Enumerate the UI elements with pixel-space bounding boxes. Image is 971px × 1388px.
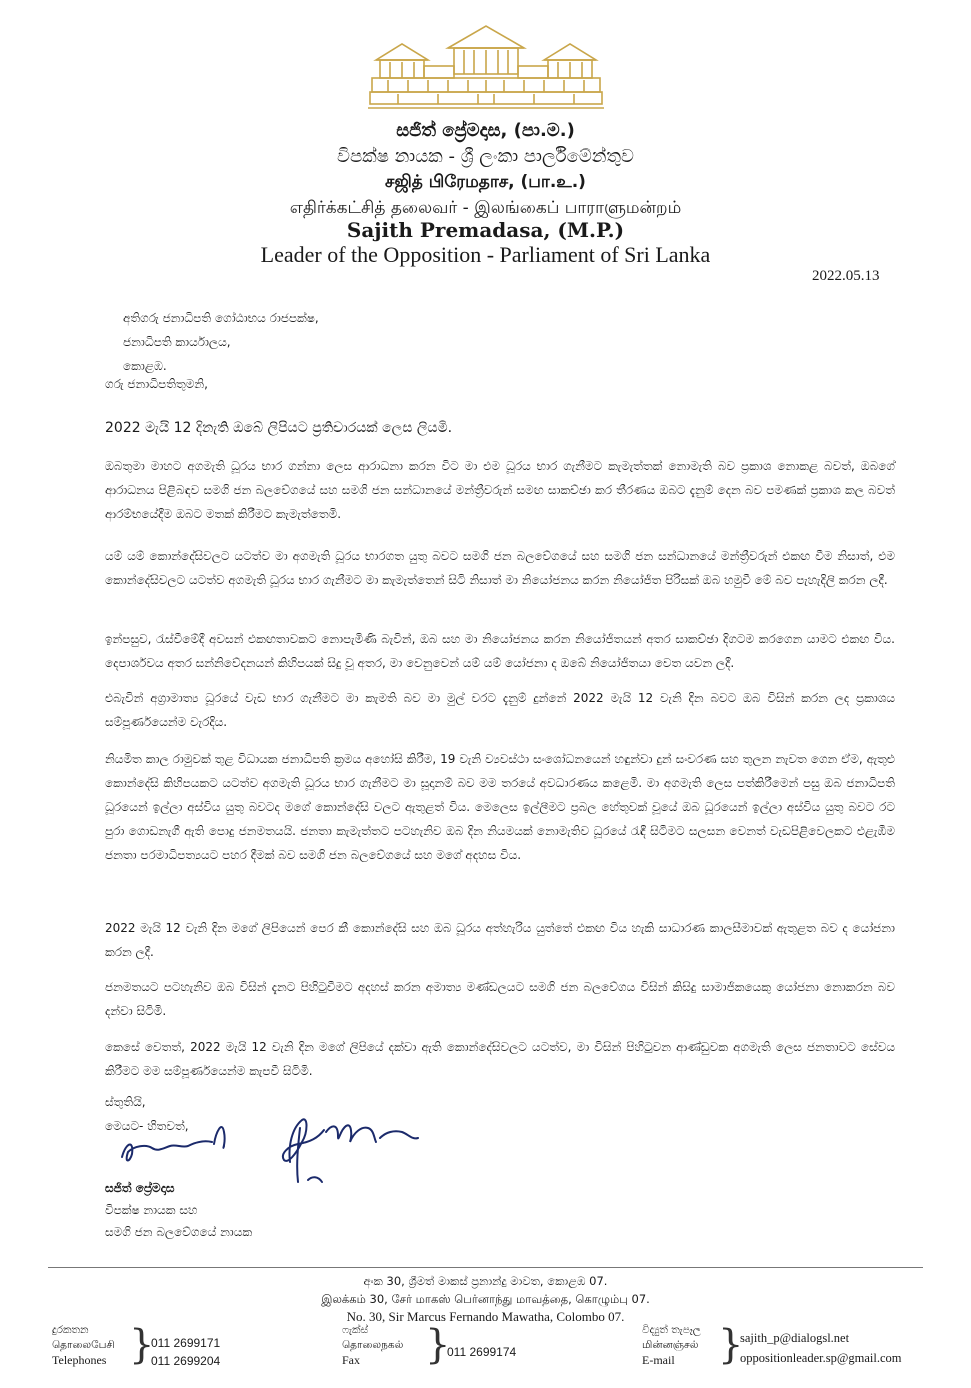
footer-address-sinhala: අංක 30, ශ්‍රීමත් මාකස් ප්‍රනාන්දු මාවත, කොළඹ 07. <box>363 1274 608 1288</box>
signatory-role: සමගි ජන බලවේගයේ නායක <box>105 1225 253 1239</box>
letterhead-title-sinhala: විපක්ෂ නායක - ශ්‍රී ලංකා පාර්ලිමේන්තුව <box>337 146 634 167</box>
body-paragraph: ඉන්පසුව, රැස්වීමේදී අවසන් එකඟතාවකට නොපැමිණි බැවින්, ඔබ සහ මා නියෝජනය කරන නියෝජිතයන් අතර සාකච්ඡා දිගටම කරගෙන යාමට එකඟ විය. දෙපාර්ශවය අතර සන්නිවේදනයන් කිහිපයක් සිදු වූ අතර, මා වෙනුවෙන් යම් යම් යෝජනා ද ඔබේ නියෝජිතයා වෙත යවන ලදී. <box>105 632 895 670</box>
telephone-label-english: Telephones <box>52 1353 107 1367</box>
email-address[interactable]: sajith_p@dialogsl.net <box>740 1331 850 1345</box>
body-paragraph: ඔබතුමා මාහට අගමැති ධූරය භාර ගන්නා ලෙස ආරාධනා කරන විට මා එම ධූරය භාර ගැනීමට කැමැත්තක් නොමැති බව ප්‍රකාශ නොකළ බවත්, ඔබගේ ආරාධනය පිළිබඳව සමගි ජන බලවේගයේ සහ සමගි ජන සන්ධානයේ මන්ත්‍රීවරුන් සමඟ සාකච්ඡා කර තීරණය ඔබට දැනුම් දෙන බව පමණක් ප්‍රකාශ කල බවත් ආරම්භයේදීම ඔබට මතක් කිරීමට කැමැත්තෙමි. <box>105 459 895 521</box>
email-brace: } <box>718 1322 744 1368</box>
footer-divider <box>48 1267 923 1268</box>
body-paragraph: යම් යම් කොන්දේසිවලට යටත්ව මා අගමැති ධූරය භාරගත යුතු බවට සමගි ජන බලවේගයේ සහ සමගි ජන සන්ධානයේ මන්ත්‍රීවරුන් එකඟ වීම නිසාත්, එම කොන්දේසිවලට යටත්ව අගමැති ධූරය භාර ගැනීමට මා කැමැත්තෙන් සිටි නිසාත් මා නියෝජනය කරන නියෝජිත පිරිසක් ඔබ හමුවී මේ බව පැහැදිලි කරන ලදී. <box>105 549 895 587</box>
parliament-building-logo <box>368 20 604 112</box>
signatory-role: විපක්ෂ නායක සහ <box>105 1203 198 1217</box>
telephone-values <box>151 1334 220 1370</box>
email-address[interactable]: oppositionleader.sp@gmail.com <box>740 1351 902 1365</box>
fax-brace: } <box>425 1322 451 1368</box>
closing-regards: මෙයට- හිතවත්, <box>105 1119 189 1133</box>
recipient-line: අතිගරු ජනාධිපති ගෝඨාභය රාජපක්ෂ, <box>123 311 319 325</box>
signatory-name: සජිත් ප්‍රේමදාස <box>105 1181 175 1195</box>
telephone-brace: } <box>129 1322 155 1368</box>
telephone-label-sinhala: දුරකතන <box>52 1324 89 1336</box>
email-values <box>740 1328 902 1368</box>
salutation: ගරු ජනාධිපතිතුමනි, <box>105 377 208 391</box>
body-paragraph: ජනමතයට පටහැනිව ඔබ විසින් දැනට පිහිටුවීමට අදහස් කරන අමාත්‍ය මණ්ඩලයට සමගි ජන බලවේගය විසින් කිසිදු සාමාජිකයෙකු යෝජනා නොකරන බව දන්වා සිටිමි. <box>105 980 895 1018</box>
telephone-label-tamil: தொலைபேசி <box>52 1339 115 1351</box>
body-paragraph: එබැවින් අග්‍රාමාත්‍ය ධූරයේ වැඩ භාර ගැනීමට මා කැමති බව මා මුල් වරට දැනුම් දුන්නේ 2022 මැයි 12 වැනි දින බවට ඔබ විසින් කරන ලද ප්‍රකාශය සම්පූර්ණයෙන්ම වැරදිය. <box>105 691 895 729</box>
email-label-sinhala: විද්‍යුත් තැපෑල <box>642 1324 701 1336</box>
footer-address <box>0 1272 971 1326</box>
letterhead-title-tamil: எதிர்க்கட்சித் தலைவர் - இலங்கைப் பாராளுமன்றம் <box>289 198 682 218</box>
fax-label-sinhala: ෆැක්ස් <box>342 1324 369 1336</box>
footer-address-tamil: இலக்கம் 30, சேர் மாகஸ் பெர்னாந்து மாவத்தை, கொழும்பு 07. <box>321 1292 650 1306</box>
letterhead-title-english: Leader of the Opposition - Parliament of Sri Lanka <box>260 242 711 267</box>
letterhead-name-english: Sajith Premadasa, (M.P.) <box>346 218 625 242</box>
email-label-tamil: மின்னஞ்சல் <box>642 1339 699 1351</box>
footer-telephone-labels <box>52 1323 115 1368</box>
fax-label-tamil: தொலைநகல் <box>342 1339 404 1351</box>
signatory-block <box>105 1177 252 1243</box>
fax-label-english: Fax <box>342 1353 360 1367</box>
letter-date: 2022.05.13 <box>812 268 880 284</box>
fax-number: 011 2699174 <box>447 1345 517 1359</box>
body-paragraph: 2022 මැයි 12 වැනි දින මගේ ලිපියෙන් පෙර කී කොන්දේසි සහ ඔබ ධූරය අත්හැරිය යුත්තේ එකඟ විය හැකි සාධාරණ කාලසීමාවක් ඇතුළත බව ද යෝජනා කරන ලදී. <box>105 921 895 959</box>
recipient-line: ජනාධිපති කාර්යාලය, <box>123 335 231 349</box>
body-paragraph: නියමිත කාල රාමුවක් තුළ විධායක ජනාධිපති ක්‍රමය අහෝසි කිරීම, 19 වැනි ව්‍යවස්ථා සංශෝධනයෙන් හඳුන්වා දුන් සංවරණ සහ තුලන නැවත ගෙන ඒම, ඇතුළු කොන්දේසි කිහිපයකට යටත්ව අගමැති ධූරය භාර ගැනීමට මා සූදානම් බව මම තරයේ අවධාරණය කළෙමි. මා අගමැති ලෙස පත්කිරීමෙන් පසු ඔබ ජනාධිපති ධූරයෙන් ඉල්ලා අස්විය යුතු බවටද මගේ කොන්දේසි වලට ඇතුළත් විය. මෙලෙස ඉල්ලීමට ප්‍රබල හේතුවක් වූයේ ඔබ ධූරයෙන් ඉල්ලා අස්විය යුතු බවට රට පුරා ගොඩනැගී ඇති පොදු ජනමතයයි. ජනතා කැමැත්තට පටහැනිව ඔබ දින නියමයක් නොමැතිව ධූරයේ රැඳී සිටීමට සලසන වෙනත් වැඩපිළිවෙලකට එළැඹීම ජනතා පරමාධිපත්‍යයට පහර දීමක් බව සමගි ජන බලවේගයේ සහ මගේ අදහස විය. <box>105 752 895 862</box>
footer-email-labels <box>642 1323 701 1368</box>
footer-fax-labels <box>342 1323 403 1368</box>
fax-values <box>447 1343 516 1361</box>
letterhead-name-tamil: சஜித் பிரேமதாச, (பா.உ.) <box>385 172 586 192</box>
email-label-english: E-mail <box>642 1353 675 1367</box>
body-paragraph: කෙසේ වෙතත්, 2022 මැයි 12 වැනි දින මගේ ලිපියේ දක්වා ඇති කොන්දේසිවලට යටත්ව, මා විසින් පිහිටුවන ආණ්ඩුවක අගමැති ලෙස ජනතාවට සේවය කිරීමට මම සම්පූර්ණයෙන්ම කැපවී සිටිමි. <box>105 1040 895 1078</box>
letterhead-name-sinhala: සජිත් ප්‍රේමදාස, (පා.ම.) <box>396 120 575 141</box>
closing-thanks: ස්තුතියි, <box>105 1095 146 1109</box>
body-paragraph: 2022 මැයි 12 දිනැති ඔබේ ලිපියට ප්‍රතිචාරයක් ලෙස ලියමි. <box>105 420 453 436</box>
recipient-address <box>123 306 319 378</box>
recipient-line: කොළඹ. <box>123 359 167 373</box>
telephone-number: 011 2699204 <box>151 1354 221 1368</box>
footer-address-english: No. 30, Sir Marcus Fernando Mawatha, Colombo 07. <box>346 1309 625 1324</box>
telephone-number: 011 2699171 <box>151 1336 221 1350</box>
